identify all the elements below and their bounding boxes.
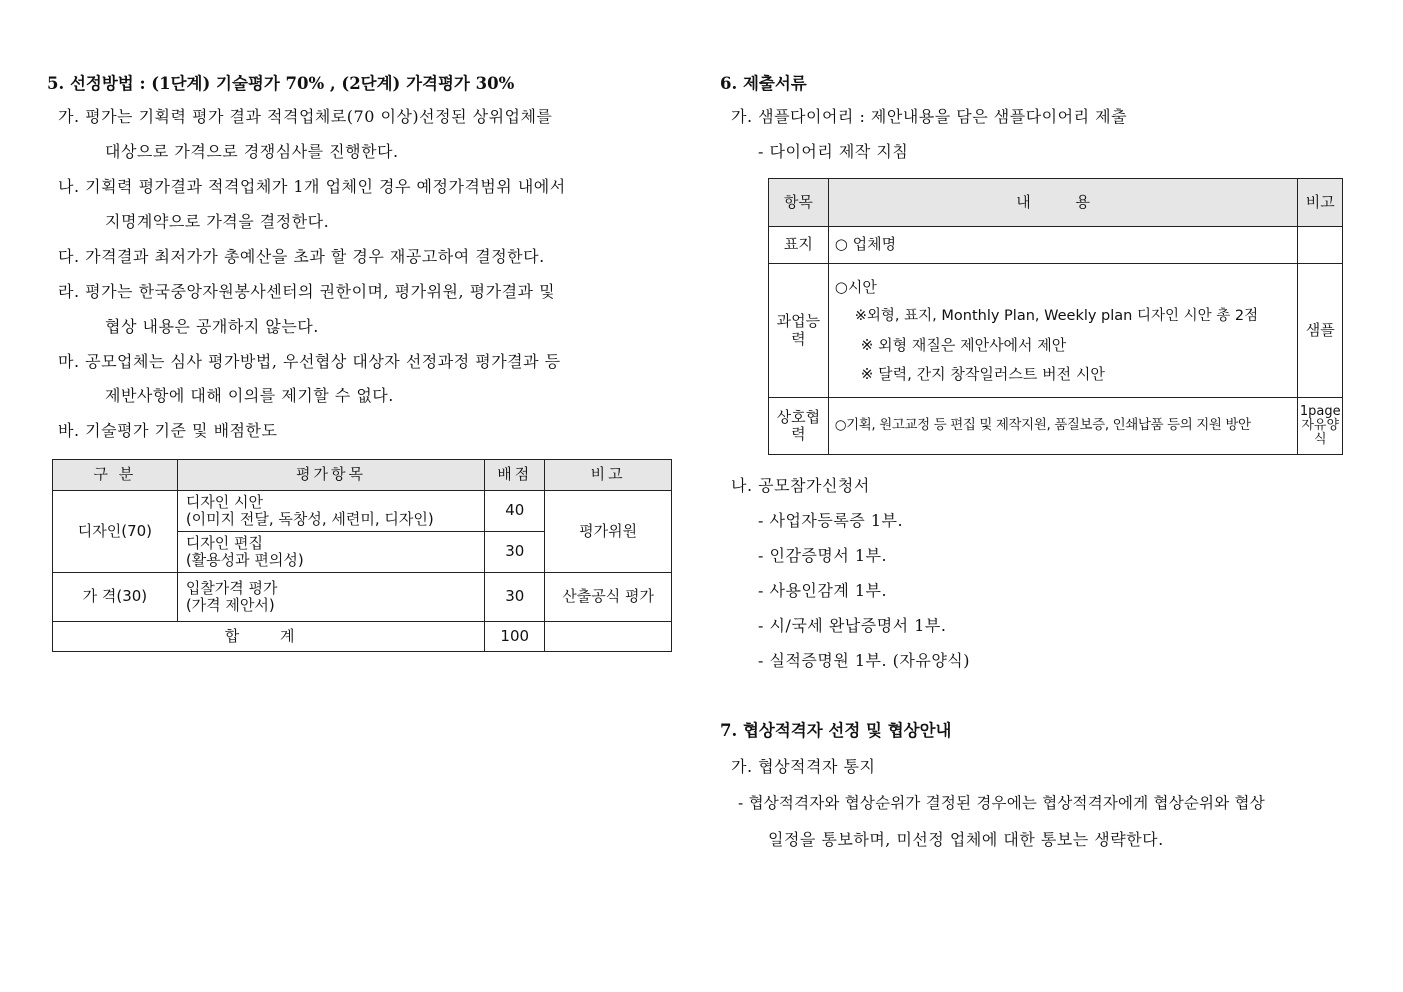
table-row: [53, 573, 672, 622]
header-note: 비고: [1298, 179, 1343, 227]
item-ra-line1: 라. 평가는 한국중앙자원봉사센터의 권한이며, 평가위원, 평가결과 및: [58, 282, 556, 301]
row2-line-4: ※ 달력, 간지 창작일러스트 버전 시안: [860, 364, 1105, 383]
row2-line-2: ※외형, 표지, Monthly Plan, Weekly plan 디자인 시안 총 2점: [854, 307, 1259, 324]
design-item-2: [177, 532, 484, 573]
section-7-line-1: - 협상적격자와 협상순위가 결정된 경우에는 협상적격자에게 협상순위와 협상: [738, 794, 1265, 812]
total-label: 합 계: [53, 622, 485, 652]
na-list-item-3: - 사용인감계 1부.: [758, 581, 888, 600]
item-ga-line1: 가. 평가는 기획력 평가 결과 적격업체로(70 이상)선정된 상위업체를: [58, 107, 553, 126]
design-item-1-score: 40: [485, 491, 545, 532]
row1-note: [1298, 227, 1343, 264]
header-category: 구 분: [53, 460, 178, 491]
na-list-item-4: - 시/국세 완납증명서 1부.: [758, 616, 947, 635]
item-ra-line2: 협상 내용은 공개하지 않는다.: [105, 317, 319, 336]
item-da-line: 다. 가격결과 최저가가 총예산을 초과 할 경우 재공고하여 결정한다.: [58, 247, 545, 266]
table-row: [769, 398, 1343, 455]
total-note-cell: [545, 622, 672, 652]
design-group-cell: 디자인(70): [53, 491, 178, 573]
header-note: 비고: [545, 460, 672, 491]
price-group-cell: 가 격(30): [53, 573, 178, 622]
row1-content: ○ 업체명: [828, 227, 1298, 264]
row3-item: 상호협력: [769, 398, 829, 455]
section-7-item-ga: 가. 협상적격자 통지: [731, 757, 876, 776]
design-item-1-title: 디자인 시안: [185, 492, 264, 511]
section-6-item-na: 나. 공모참가신청서: [731, 476, 870, 495]
evaluation-criteria-table: [52, 459, 672, 652]
price-item: [177, 573, 484, 622]
row2-item: 과업능력: [769, 264, 829, 398]
section-7-line-2: 일정을 통보하며, 미선정 업체에 대한 통보는 생략한다.: [768, 830, 1164, 849]
row1-item: 표지: [769, 227, 829, 264]
row3-note: 1page 자유양식: [1298, 398, 1343, 455]
na-list-item-1: - 사업자등록증 1부.: [758, 511, 904, 530]
row2-line-3: ※ 외형 재질은 제안사에서 제안: [860, 335, 1067, 354]
header-item: 항목: [769, 179, 829, 227]
section-6-sub-ga: - 다이어리 제작 지침: [758, 142, 909, 161]
table-header-row: [769, 179, 1343, 227]
header-content: 내 용: [828, 179, 1298, 227]
total-score: 100: [485, 622, 545, 652]
header-score: 배점: [485, 460, 545, 491]
row2-line-1: ○시안: [834, 277, 877, 296]
design-item-2-detail: (활용성과 편의성): [185, 551, 304, 569]
price-score: 30: [485, 573, 545, 622]
section-6-heading: 6. 제출서류: [720, 74, 807, 93]
item-ma-line2: 제반사항에 대해 이의를 제기할 수 없다.: [105, 386, 394, 405]
design-item-2-title: 디자인 편집: [185, 533, 264, 552]
price-item-detail: (가격 제안서): [185, 596, 275, 614]
row2-content: [828, 264, 1298, 398]
item-ga-line2: 대상으로 가격으로 경쟁심사를 진행한다.: [105, 142, 399, 161]
design-note-cell: 평가위원: [545, 491, 672, 573]
total-row: [53, 622, 672, 652]
item-na-line2: 지명계약으로 가격을 결정한다.: [105, 212, 330, 231]
design-item-1: [177, 491, 484, 532]
table-header-row: [53, 460, 672, 491]
na-list-item-2: - 인감증명서 1부.: [758, 546, 888, 565]
diary-guideline-table: [768, 178, 1343, 455]
table-row: [769, 227, 1343, 264]
item-ma-line1: 마. 공모업체는 심사 평가방법, 우선협상 대상자 선정과정 평가결과 등: [58, 352, 561, 371]
na-list-item-5: - 실적증명원 1부. (자유양식): [758, 651, 970, 670]
price-note-cell: 산출공식 평가: [545, 573, 672, 622]
row3-content: ○기획, 원고교정 등 편집 및 제작지원, 품질보증, 인쇄납품 등의 지원 방안: [828, 398, 1298, 455]
section-5-heading: 5. 선정방법 : (1단계) 기술평가 70% , (2단계) 가격평가 30%: [47, 74, 515, 93]
table-row: [769, 264, 1343, 398]
item-na-line1: 나. 기획력 평가결과 적격업체가 1개 업체인 경우 예정가격범위 내에서: [58, 177, 566, 196]
design-item-1-detail: (이미지 전달, 독창성, 세련미, 디자인): [185, 510, 434, 528]
header-eval-item: 평가항목: [177, 460, 484, 491]
price-item-title: 입찰가격 평가: [185, 578, 278, 597]
row2-note: 샘플: [1298, 264, 1343, 398]
section-6-item-ga: 가. 샘플다이어리 : 제안내용을 담은 샘플다이어리 제출: [731, 107, 1128, 126]
section-7-heading: 7. 협상적격자 선정 및 협상안내: [720, 721, 952, 740]
item-ba-line: 바. 기술평가 기준 및 배점한도: [58, 421, 278, 440]
table-row: [53, 491, 672, 532]
design-item-2-score: 30: [485, 532, 545, 573]
